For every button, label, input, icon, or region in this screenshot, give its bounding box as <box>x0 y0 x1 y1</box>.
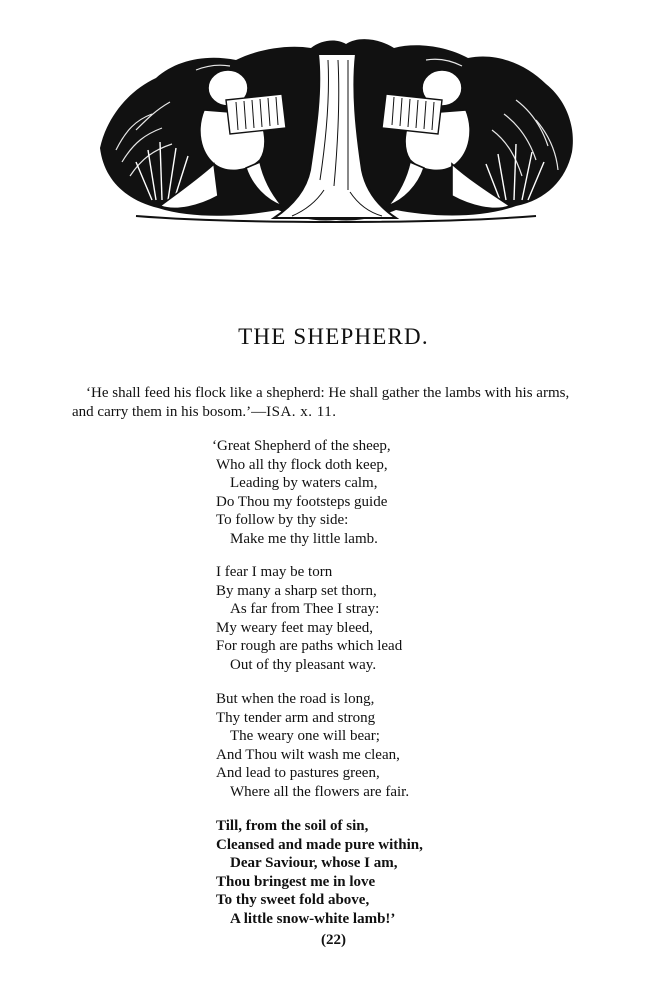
poem-line: But when the road is long, <box>216 691 375 707</box>
poem-line: Where all the flowers are fair. <box>230 783 410 800</box>
poem-title: THE SHEPHERD. <box>238 324 429 349</box>
stanza-2 <box>212 563 512 675</box>
poem-line: As far from Thee I stray: <box>230 601 380 618</box>
poem-line: To follow by thy side: <box>216 512 349 529</box>
epigraph-quote <box>72 384 592 421</box>
poem-line: Make me thy little lamb. <box>230 530 378 547</box>
poem-line: And Thou wilt wash me clean, <box>216 746 400 763</box>
poem-line: Leading by waters calm, <box>230 475 378 492</box>
poem-line: The weary one will bear; <box>230 728 380 745</box>
epigraph-text: ‘He shall feed his flock like a shepherd: He shall gather the lambs with his arms, and carry them in his bosom.’— <box>72 385 570 420</box>
poem-line: Out of thy pleasant way. <box>230 656 377 673</box>
poem-line: Do Thou my footsteps guide <box>216 493 388 510</box>
stanza-4 <box>212 817 512 929</box>
poem-line: I fear I may be torn <box>216 564 333 580</box>
page-number: (22) <box>321 932 346 948</box>
poem-line: And lead to pastures green, <box>216 765 380 782</box>
poem-line: A little snow-white lamb!’ <box>230 910 396 927</box>
poem-line: My weary feet may bleed, <box>216 619 374 636</box>
poem-line: Cleansed and made pure within, <box>216 836 423 853</box>
poem-line: Thy tender arm and strong <box>216 709 376 726</box>
poem-line: Thou bringest me in love <box>216 873 376 890</box>
poem-line: By many a sharp set thorn, <box>216 582 377 599</box>
poem-line: Dear Saviour, whose I am, <box>230 855 398 872</box>
woodcut-vignette-illustration <box>96 30 578 230</box>
stanza-3 <box>212 690 512 802</box>
poem-line: To thy sweet fold above, <box>216 892 370 909</box>
stanza-1 <box>212 437 512 549</box>
poem-line: ‘Great Shepherd of the sheep, <box>212 438 391 454</box>
epigraph-source: ISA. x. 11. <box>266 403 337 420</box>
poem-line: Who all thy flock doth keep, <box>216 456 388 473</box>
poem-line: For rough are paths which lead <box>216 638 403 655</box>
poem-line: Till, from the soil of sin, <box>216 818 369 834</box>
